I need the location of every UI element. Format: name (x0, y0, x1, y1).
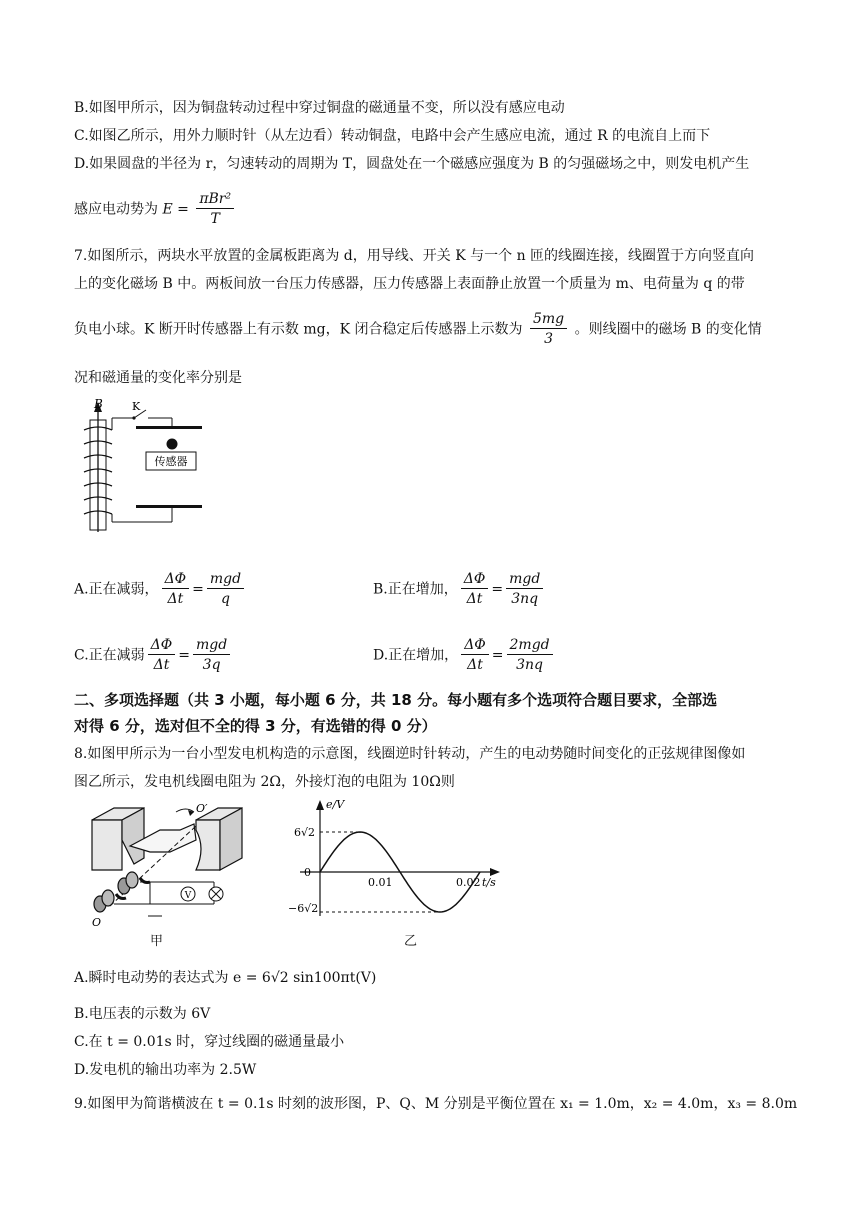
q7-option-d-label: D.正在增加， (373, 647, 459, 664)
q6-option-d-line1: D.如果圆盘的半径为 r，匀速转动的周期为 T，圆盘处在一个磁感应强度为 B 的匀强磁场之中，则发电机产生 (74, 156, 750, 172)
q7-option-a-num: mgd (207, 570, 244, 589)
q7-option-d: D.正在增加， $\frac{\Delta\Phi}{\Delta t}$ = $\frac{\text{2mgd}}{3nq}$ (373, 636, 556, 675)
q7-option-c-label: C.正在减弱 (74, 647, 145, 664)
q7-option-a: A.正在减弱， $\frac{\Delta\Phi}{\Delta t}$ = $\frac{\text{mgd}}{q}$ (74, 570, 247, 609)
q8-fig-yi-caption: 乙 (404, 934, 418, 949)
q7-reading-num: 5mg (530, 310, 567, 329)
q7-option-b-label: B.正在增加， (373, 581, 458, 598)
q8-fig-o-prime-label: O′ (196, 802, 208, 815)
q6-eq-numerator: πBr² (196, 190, 234, 209)
y-tick-zero: 0 (304, 866, 311, 879)
q7-line1: 7.如图所示，两块水平放置的金属板距离为 d，用导线、开关 K 与一个 n 匝的线圈连接，线圈置于方向竖直向 (74, 248, 755, 264)
q8-option-d: D.发电机的输出功率为 2.5W (74, 1062, 257, 1078)
q7-option-a-label: A.正在减弱， (74, 581, 159, 598)
section2-heading-line2: 对得 6 分，选对但不全的得 3 分，有选错的得 0 分） (74, 717, 437, 735)
y-tick-min: −6√2 (288, 902, 319, 915)
q7-reading-den: 3 (544, 331, 553, 347)
q8-line1: 8.如图甲所示为一台小型发电机构造的示意图，线圈逆时针转动，产生的电动势随时间变化的正弦规律图像如 (74, 746, 746, 762)
q7-option-c-lhs (148, 636, 176, 675)
q7-option-c: C.正在减弱 $\frac{\Delta\Phi}{\Delta t}$ = $\frac{\text{mgd}}{3q}$ (74, 636, 233, 675)
q7-fig-b-label: B (94, 397, 103, 411)
y-axis-label: e/V (326, 798, 345, 811)
q7-option-b-rhs (506, 570, 543, 609)
q6-eq-lhs: E = (162, 201, 189, 218)
dt: Δt (467, 657, 483, 673)
q6-option-b: B.如图甲所示，因为铜盘转动过程中穿过铜盘的磁通量不变，所以没有感应电动 (74, 100, 565, 116)
q8-fig-voltmeter-label: V (184, 891, 192, 901)
q7-option-c-den: 3q (202, 657, 221, 673)
q8-option-c: C.在 t = 0.01s 时，穿过线圈的磁通量最小 (74, 1034, 345, 1050)
q7-option-c-rhs (193, 636, 230, 675)
q8-line2: 图乙所示，发电机线圈电阻为 2Ω，外接灯泡的电阻为 10Ω则 (74, 774, 455, 790)
q7-fig-sensor-label: 传感器 (154, 455, 188, 468)
q7-option-a-lhs (162, 570, 190, 609)
y-tick-max: 6√2 (294, 826, 316, 839)
q7-option-c-num: mgd (193, 636, 230, 655)
q6-eq-fraction (196, 190, 234, 229)
x-tick-0.02: 0.02 (456, 876, 481, 889)
q7-option-b-num: mgd (506, 570, 543, 589)
q6-option-c: C.如图乙所示，用外力顺时针（从左边看）转动铜盘，电路中会产生感应电流，通过 R 的电流自上而下 (74, 128, 711, 144)
q7-coil-figure (72, 396, 212, 536)
q7-option-a-rhs (207, 570, 244, 609)
dphi: ΔΦ (162, 570, 190, 589)
dt: Δt (466, 591, 483, 607)
q8-option-b: B.电压表的示数为 6V (74, 1006, 211, 1022)
x-tick-0.01: 0.01 (368, 876, 393, 889)
dt: Δt (167, 591, 184, 607)
q8-emf-chart (280, 796, 520, 922)
q7-line4: 况和磁通量的变化率分别是 (74, 370, 242, 386)
q7-line3a: 负电小球。K 断开时传感器上有示数 mg，K 闭合稳定后传感器上示数为 (74, 321, 523, 338)
q7-option-d-lhs (461, 636, 489, 675)
dphi: ΔΦ (461, 570, 489, 589)
dphi: ΔΦ (461, 636, 489, 655)
q7-fig-k-label: K (132, 400, 141, 413)
q7-option-d-num: 2mgd (507, 636, 553, 655)
section2-heading-line1: 二、多项选择题（共 3 小题，每小题 6 分，共 18 分。每小题有多个选项符合题目要求，全部选 (74, 691, 718, 709)
dt: Δt (153, 657, 170, 673)
q7-option-b: B.正在增加， $\frac{\Delta\Phi}{\Delta t}$ = $\frac{\text{mgd}}{3nq}$ (373, 570, 546, 609)
q7-reading-fraction (530, 310, 567, 349)
q7-line3b: 。则线圈中的磁场 B 的变化情 (574, 321, 762, 338)
q7-option-d-rhs (507, 636, 553, 675)
q8-fig-jia-caption: 甲 (150, 934, 164, 949)
q6-option-d-line2 (74, 190, 237, 229)
q7-line2: 上的变化磁场 B 中。两板间放一台压力传感器，压力传感器上表面静止放置一个质量为 m、电荷量为 q 的带 (74, 276, 745, 292)
x-axis-label: t/s (482, 876, 496, 889)
q7-option-a-den: q (221, 591, 230, 607)
q8-generator-figure (84, 800, 254, 930)
q7-option-b-lhs (461, 570, 489, 609)
q8-fig-o-label: O (92, 916, 102, 929)
q9-line1: 9.如图甲为简谐横波在 t = 0.1s 时刻的波形图，P、Q、M 分别是平衡位置在 x₁ = 1.0m，x₂ = 4.0m，x₃ = 8.0m (74, 1096, 798, 1112)
q6-option-d-text: 感应电动势为 (74, 201, 158, 218)
q8-option-a: A.瞬时电动势的表达式为 e = 6√2 sin100πt(V) (74, 970, 377, 986)
q7-option-d-den: 3nq (516, 657, 544, 673)
dphi: ΔΦ (148, 636, 176, 655)
q7-line3 (74, 310, 762, 349)
q6-eq-denominator: T (210, 211, 220, 227)
q7-option-b-den: 3nq (511, 591, 539, 607)
